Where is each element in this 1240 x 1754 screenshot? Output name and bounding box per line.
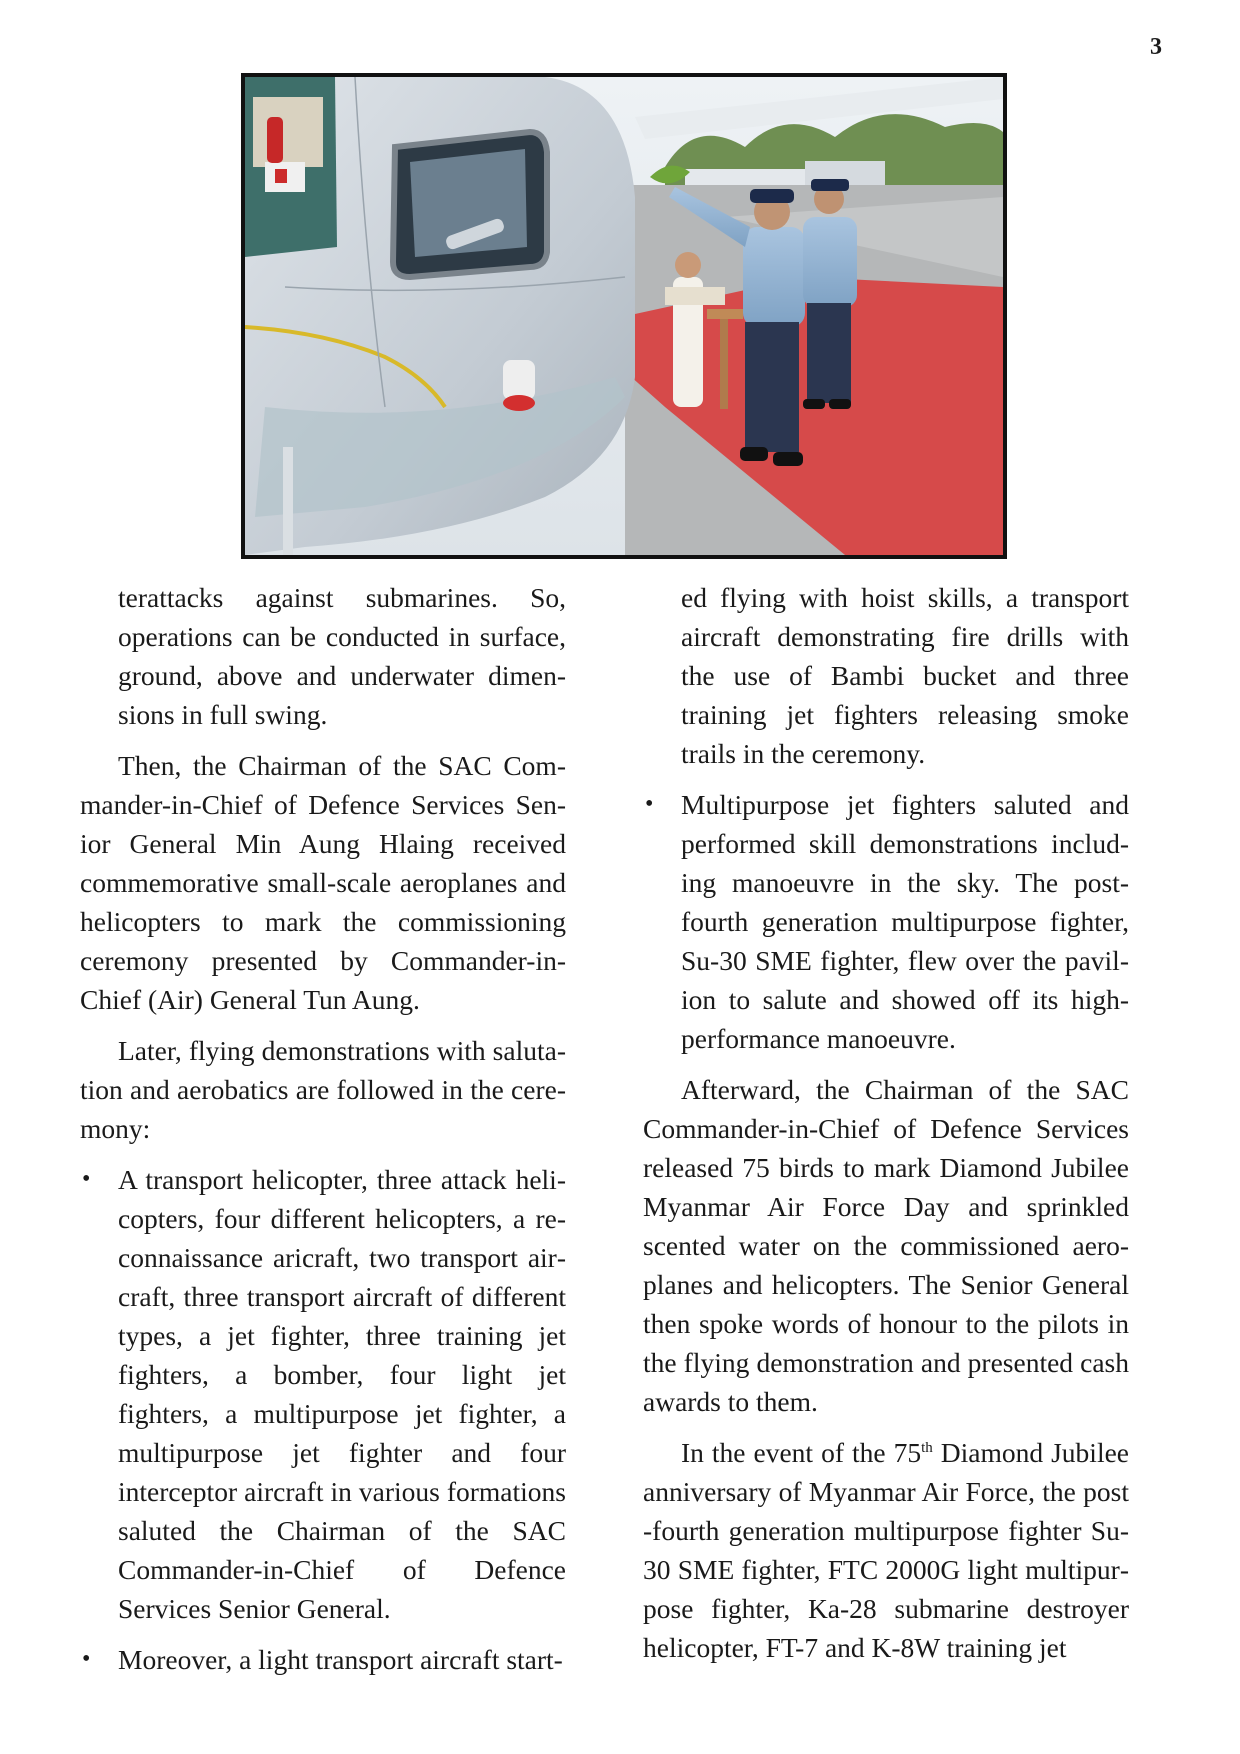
paragraph-birds-release: Afterward, the Chairman of the SAC Commander-in-Chief of Defence Services released 75 birds to mark Diamond Jubilee Myanmar Air Force Day and sprinkled scented water on the commissioned aeroplanes and helicopters. The Senior General then spoke words of honour to the pilots in the flying demonstration and presented cash awards to them. <box>643 1074 1129 1417</box>
jubilee-text-start: In the event of the 75 <box>681 1437 922 1468</box>
list-item-continuation: ed flying with hoist skills, a transport aircraft demonstrating fire drills with the use of Bambi bucket and three training jet fighters releasing smoke trails in the ceremony. <box>681 582 1129 769</box>
page-number: 3 <box>1150 34 1162 60</box>
ordinal-suffix: th <box>921 1439 933 1456</box>
paragraph-flying-demonstrations: Later, flying demonstrations with salutation and aerobatics are followed in the ceremony: <box>80 1035 566 1144</box>
list-item: • Moreover, a light transport aircraft start- <box>80 1640 566 1679</box>
paragraph-continuation: terattacks against submarines. So, operations can be conducted in surface, ground, above and underwater dimensions in full swing. <box>118 582 566 730</box>
right-column <box>643 578 1129 1679</box>
demonstration-list <box>80 1160 566 1679</box>
helicopter-ceremony-photo <box>241 73 1007 559</box>
jubilee-text-end: Diamond Jubilee anniversary of Myanmar Air Force, the post -fourth generation multipurpose fighter Su-30 SME fighter, FTC 2000G light multipurpose fighter, Ka-28 submarine destroyer helicopter, FT-7 and K-8W training jet <box>643 1437 1129 1663</box>
demonstration-list-continued <box>643 578 1129 1058</box>
paragraph-commemorative: Then, the Chairman of the SAC Commander-in-Chief of Defence Services Senior General Min Aung Hlaing received commemorative small-scale aeroplanes and helicopters to mark the commissioning ceremony presented by Commander-in-Chief (Air) General Tun Aung. <box>80 750 566 1015</box>
list-item: • A transport helicopter, three attack helicopters, four different helicopters, a reconnaissance aricraft, two transport aircraft, three transport aircraft of different types, a jet fighter, three training jet fighters, a bomber, four light jet fighters, a multipurpose jet fighter, a multipurpose jet fighter and four interceptor aircraft in various formations saluted the Chairman of the SAC Commander-in-Chief of Defence Services Senior General. <box>80 1160 566 1628</box>
list-item: • Multipurpose jet fighters saluted and performed skill demonstrations including manoeuvre in the sky. The post-fourth generation multipurpose fighter, Su-30 SME fighter, flew over the pavilion to salute and showed off its high-performance manoeuvre. <box>643 785 1129 1058</box>
paragraph-diamond-jubilee <box>643 1433 1129 1667</box>
left-column <box>80 578 566 1691</box>
